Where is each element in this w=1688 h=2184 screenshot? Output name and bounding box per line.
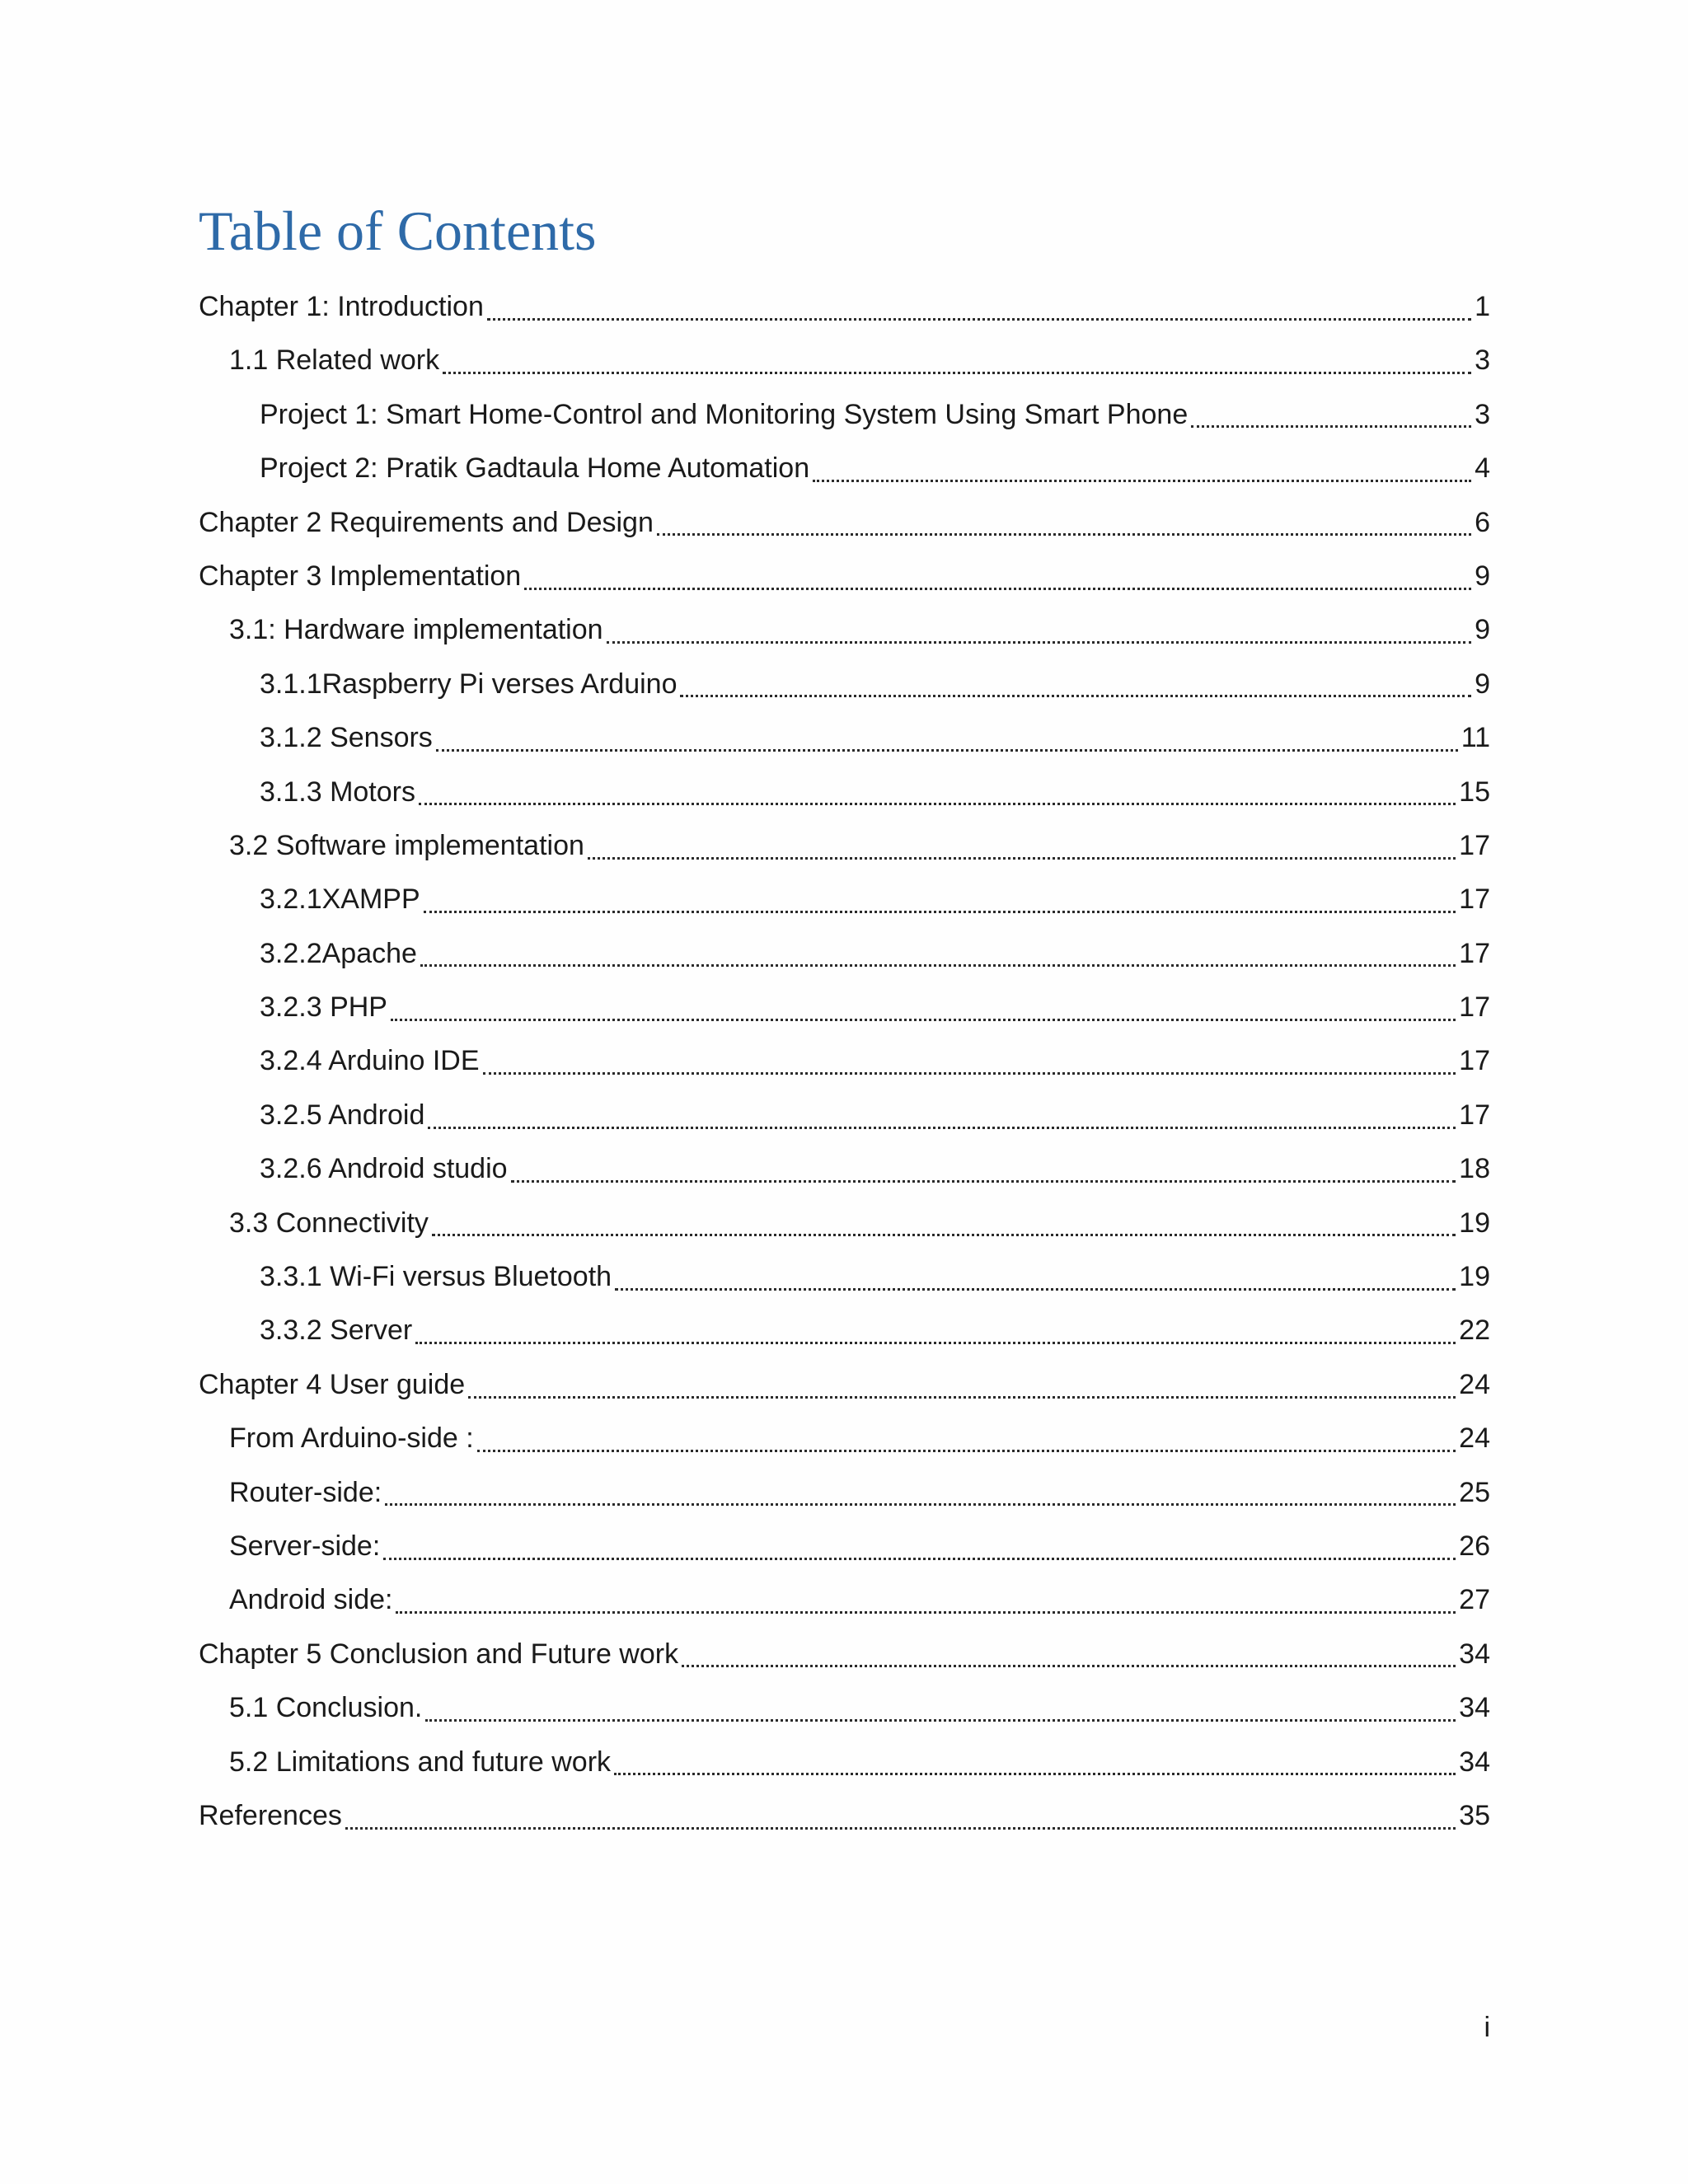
toc-entry[interactable] xyxy=(199,927,1490,981)
toc-entry-page-number: 17 xyxy=(1459,1099,1490,1131)
dot-leader xyxy=(420,945,1456,973)
dot-leader xyxy=(419,784,1456,812)
toc-entry-title: Chapter 2 Requirements and Design xyxy=(199,506,654,538)
toc-entry[interactable] xyxy=(199,658,1490,711)
toc-entry-page-number: 3 xyxy=(1475,344,1490,377)
toc-entry-page-number: 9 xyxy=(1475,668,1490,700)
toc-entry-title: 1.1 Related work xyxy=(229,344,440,377)
toc-entry-title: 3.2.4 Arduino IDE xyxy=(260,1045,480,1077)
toc-entry-page-number: 19 xyxy=(1459,1261,1490,1293)
dot-leader xyxy=(483,1053,1456,1081)
toc-entry[interactable] xyxy=(199,1250,1490,1304)
dot-leader xyxy=(443,353,1471,381)
toc-entry-page-number: 15 xyxy=(1459,776,1490,808)
toc-entry-title: Chapter 1: Introduction xyxy=(199,291,484,322)
dot-leader xyxy=(680,676,1471,704)
toc-entry-title: 3.2 Software implementation xyxy=(229,829,584,861)
dot-leader xyxy=(615,1269,1456,1297)
dot-leader xyxy=(383,1539,1456,1567)
toc-entry[interactable] xyxy=(199,388,1490,442)
toc-entry-page-number: 35 xyxy=(1459,1799,1490,1831)
dot-leader xyxy=(428,1108,1456,1136)
toc-entry-title: Project 1: Smart Home-Control and Monitoring System Using Smart Phone xyxy=(260,398,1189,430)
toc-entry-page-number: 17 xyxy=(1459,883,1490,916)
dot-leader xyxy=(682,1646,1456,1674)
toc-entry[interactable] xyxy=(199,442,1490,495)
toc-entry[interactable] xyxy=(199,1736,1490,1789)
toc-entry-title: Chapter 5 Conclusion and Future work xyxy=(199,1638,679,1670)
toc-entry-title: 3.2.3 PHP xyxy=(260,991,387,1024)
toc-entry-page-number: 24 xyxy=(1459,1368,1490,1400)
toc-entry[interactable] xyxy=(199,819,1490,873)
dot-leader xyxy=(487,299,1471,327)
dot-leader xyxy=(345,1808,1456,1836)
dot-leader xyxy=(432,1215,1456,1243)
toc-entry[interactable] xyxy=(199,1142,1490,1196)
toc-entry[interactable] xyxy=(199,1412,1490,1465)
toc-entry-title: Project 2: Pratik Gadtaula Home Automation xyxy=(260,452,810,485)
toc-entry-page-number: 34 xyxy=(1459,1692,1490,1724)
toc-entry[interactable] xyxy=(199,1628,1490,1681)
toc-entry-title: 3.3.1 Wi-Fi versus Bluetooth xyxy=(260,1261,612,1293)
toc-entry-title: 3.1: Hardware implementation xyxy=(229,614,603,646)
dot-leader xyxy=(415,1323,1456,1351)
page-title: Table of Contents xyxy=(199,199,597,262)
toc-entry-page-number: 34 xyxy=(1459,1746,1490,1778)
toc-entry[interactable] xyxy=(199,1197,1490,1250)
toc-entry-page-number: 11 xyxy=(1461,722,1490,754)
toc-entry[interactable] xyxy=(199,1466,1490,1520)
toc-entry-title: Router-side: xyxy=(229,1476,382,1508)
toc-entry-page-number: 25 xyxy=(1459,1476,1490,1508)
toc-entry[interactable] xyxy=(199,550,1490,603)
toc-entry-title: 3.3.2 Server xyxy=(260,1315,413,1347)
dot-leader xyxy=(385,1484,1456,1512)
toc-entry-title: 3.1.3 Motors xyxy=(260,776,415,808)
toc-entry-page-number: 34 xyxy=(1459,1638,1490,1670)
dot-leader xyxy=(813,461,1471,489)
toc-entry-title: 3.2.2Apache xyxy=(260,937,417,969)
toc-entry-title: 3.2.6 Android studio xyxy=(260,1153,508,1185)
toc-entry-title: References xyxy=(199,1799,342,1831)
toc-entry[interactable] xyxy=(199,873,1490,926)
toc-entry[interactable] xyxy=(199,603,1490,657)
toc-entry-title: 3.1.2 Sensors xyxy=(260,722,433,754)
dot-leader xyxy=(391,1000,1456,1028)
dot-leader xyxy=(657,514,1471,542)
dot-leader xyxy=(425,1700,1456,1728)
toc-entry-page-number: 9 xyxy=(1475,560,1490,592)
toc-entry[interactable] xyxy=(199,1573,1490,1627)
toc-entry-page-number: 1 xyxy=(1475,291,1490,322)
toc-entry-page-number: 27 xyxy=(1459,1584,1490,1616)
dot-leader xyxy=(614,1754,1456,1782)
dot-leader xyxy=(468,1377,1456,1405)
toc-entry-page-number: 18 xyxy=(1459,1153,1490,1185)
toc-entry[interactable] xyxy=(199,1089,1490,1142)
page-number: i xyxy=(1484,2012,1490,2043)
toc-entry-page-number: 22 xyxy=(1459,1315,1490,1347)
dot-leader xyxy=(588,838,1456,866)
toc-entry-title: Chapter 3 Implementation xyxy=(199,560,522,592)
dot-leader xyxy=(477,1431,1456,1459)
toc-entry-page-number: 19 xyxy=(1459,1207,1490,1239)
toc-entry-page-number: 17 xyxy=(1459,937,1490,969)
toc-entry-page-number: 3 xyxy=(1475,398,1490,430)
dot-leader xyxy=(424,892,1456,920)
toc-entry-page-number: 17 xyxy=(1459,1045,1490,1077)
toc-entry[interactable] xyxy=(199,334,1490,387)
toc-entry-title: 3.3 Connectivity xyxy=(229,1207,429,1239)
toc-entry-title: 5.1 Conclusion. xyxy=(229,1692,423,1724)
dot-leader xyxy=(524,569,1471,597)
toc-entry-title: 3.1.1Raspberry Pi verses Arduino xyxy=(260,668,678,700)
toc-entry-title: Android side: xyxy=(229,1584,393,1616)
toc-entry-title: 3.2.1XAMPP xyxy=(260,883,420,916)
toc-entry-title: Server-side: xyxy=(229,1530,381,1562)
dot-leader xyxy=(396,1592,1456,1620)
toc-entry[interactable] xyxy=(199,1520,1490,1573)
toc-entry-page-number: 17 xyxy=(1459,829,1490,861)
toc-entry[interactable] xyxy=(199,496,1490,550)
toc-entry[interactable] xyxy=(199,766,1490,819)
toc-entry[interactable] xyxy=(199,1304,1490,1357)
toc-entry[interactable] xyxy=(199,1358,1490,1412)
toc-entry-title: Chapter 4 User guide xyxy=(199,1368,466,1400)
dot-leader xyxy=(1191,406,1471,434)
toc-entry-page-number: 17 xyxy=(1459,991,1490,1024)
dot-leader xyxy=(436,730,1458,758)
toc-entry-page-number: 24 xyxy=(1459,1422,1490,1455)
toc-entry-title: 5.2 Limitations and future work xyxy=(229,1746,612,1778)
dot-leader xyxy=(607,622,1472,650)
toc-entry[interactable] xyxy=(199,711,1490,765)
toc-entry-page-number: 6 xyxy=(1475,506,1490,538)
toc-entry[interactable] xyxy=(199,280,1490,334)
toc-entry[interactable] xyxy=(199,981,1490,1034)
dot-leader xyxy=(511,1161,1456,1189)
toc-entry[interactable] xyxy=(199,1034,1490,1088)
toc-entry-page-number: 9 xyxy=(1475,614,1490,646)
toc-list xyxy=(199,280,1490,1843)
toc-entry-page-number: 4 xyxy=(1475,452,1490,485)
toc-entry-title: From Arduino-side : xyxy=(229,1422,474,1455)
toc-entry[interactable] xyxy=(199,1681,1490,1735)
toc-entry-title: 3.2.5 Android xyxy=(260,1099,425,1131)
toc-entry-page-number: 26 xyxy=(1459,1530,1490,1562)
toc-entry[interactable] xyxy=(199,1789,1490,1843)
